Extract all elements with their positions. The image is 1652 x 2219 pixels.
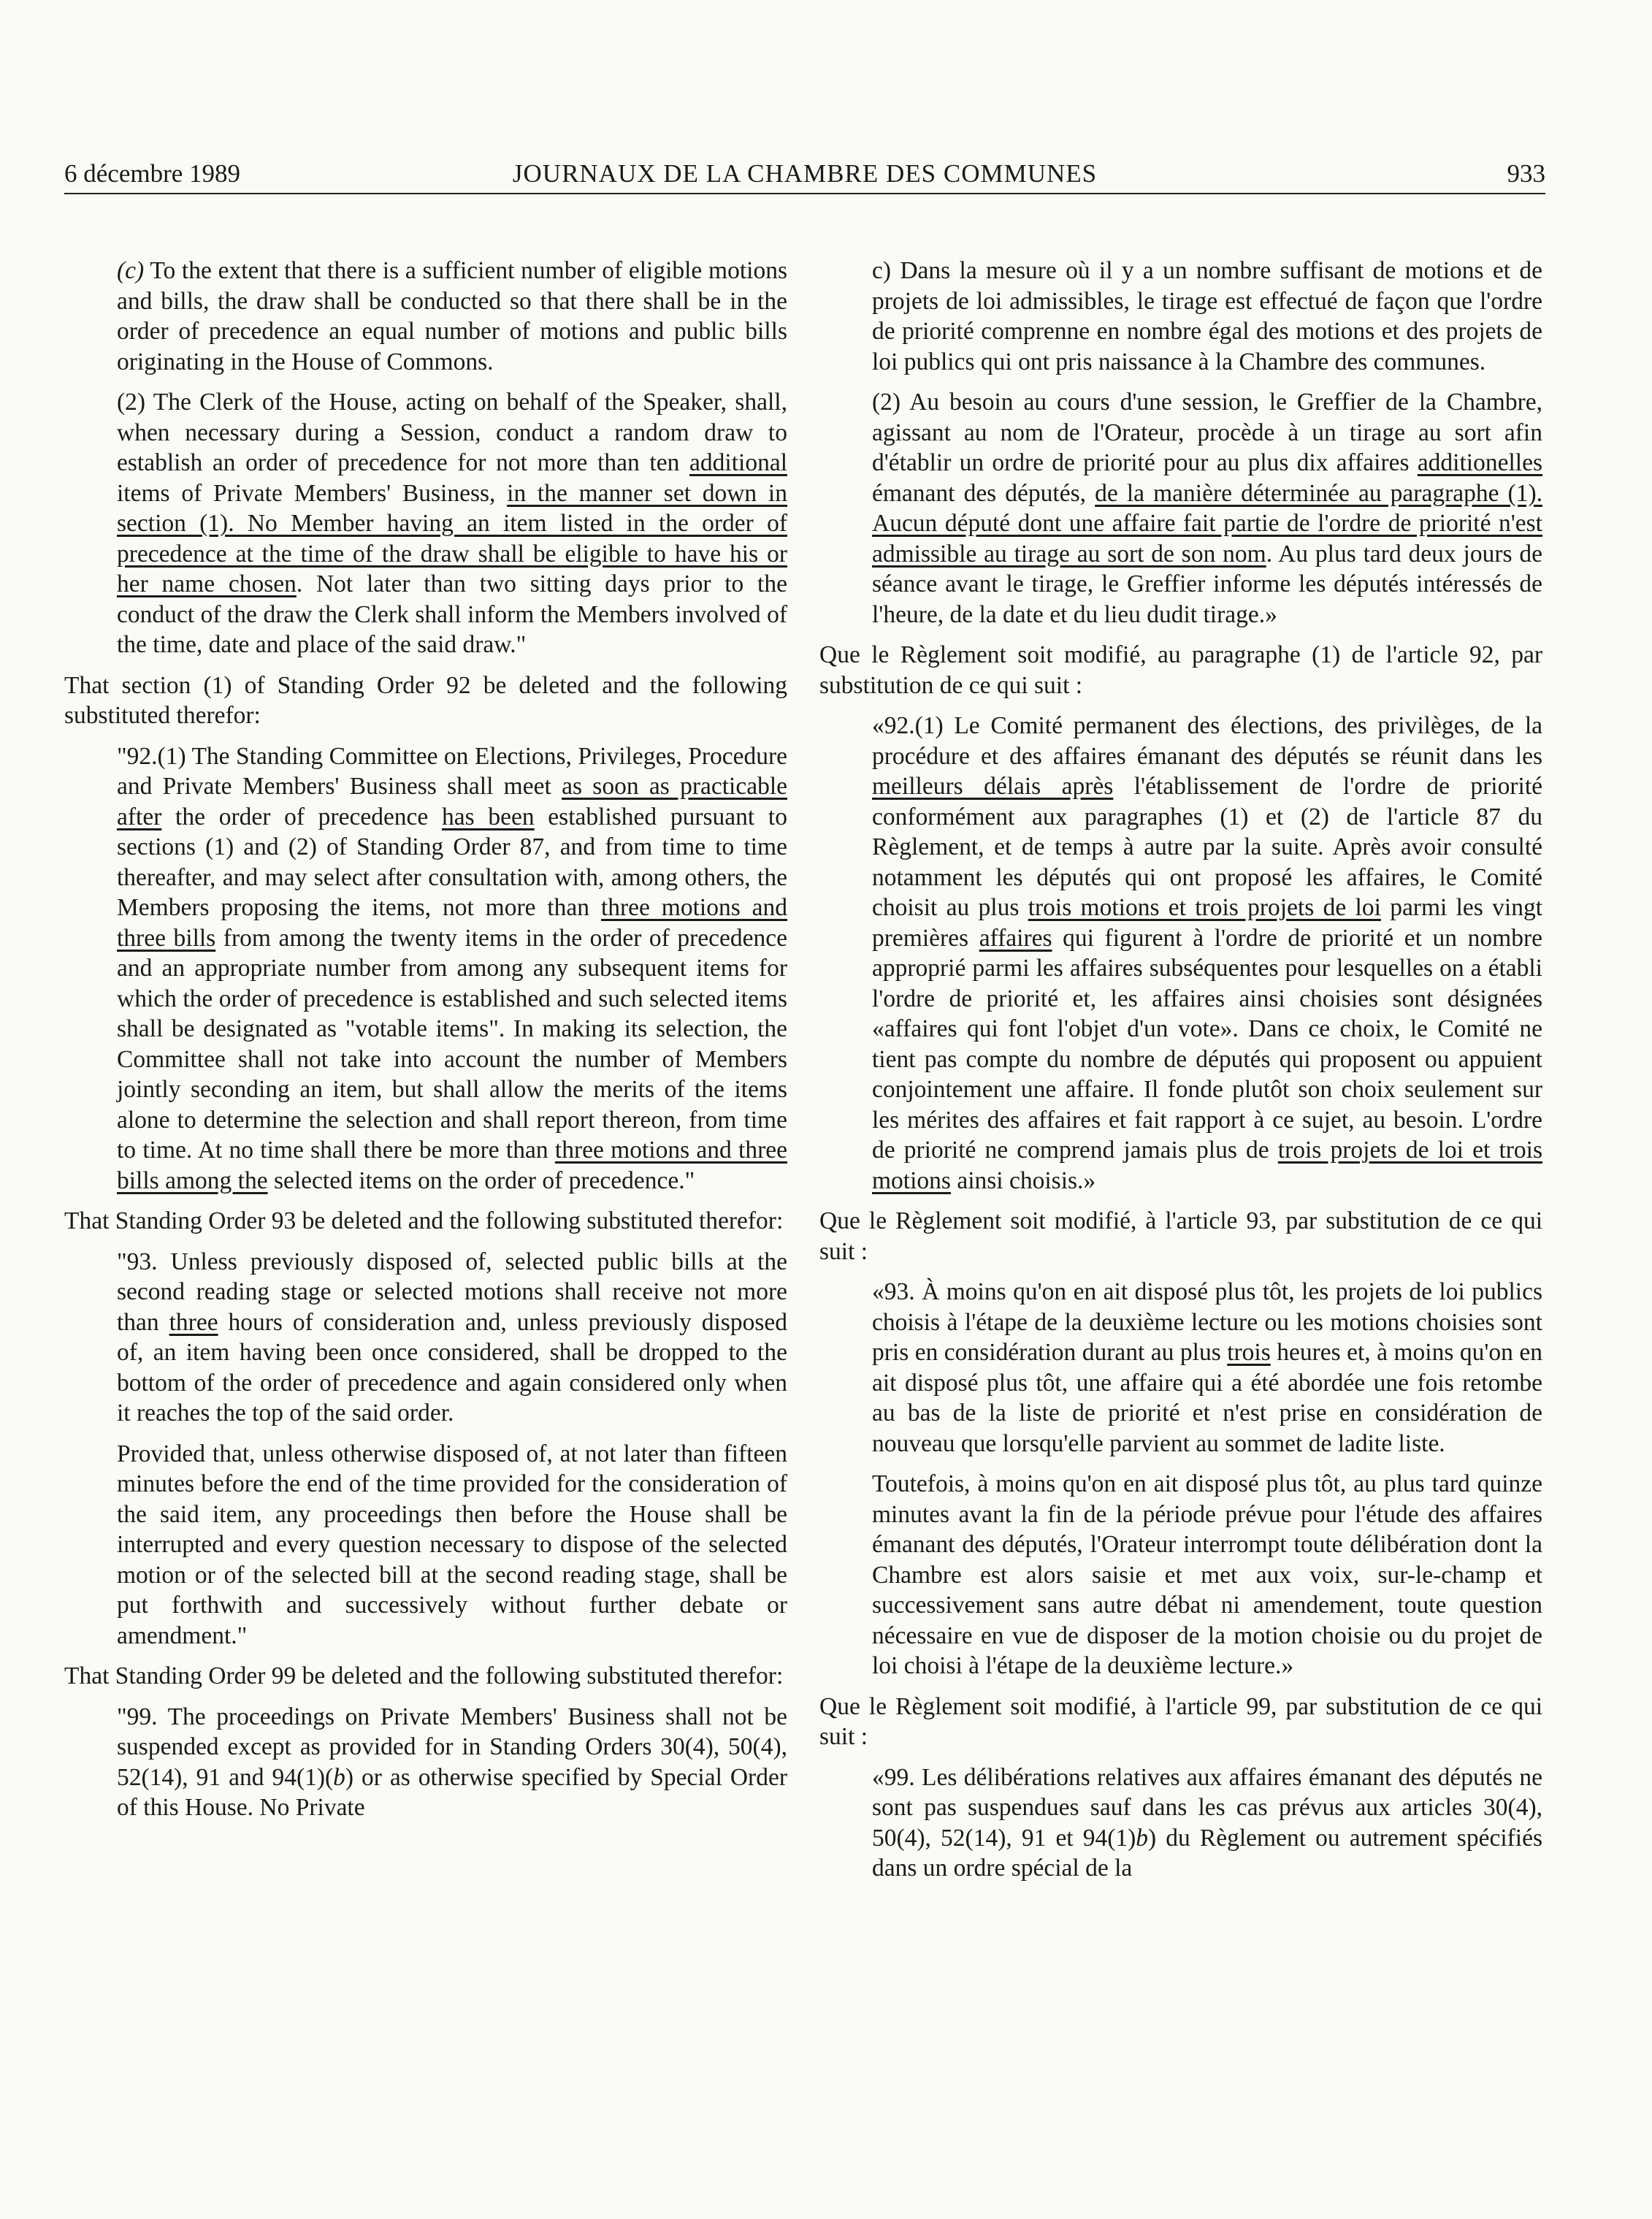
fr-motion-art92: Que le Règlement soit modifié, au paragraphe (1) de l'article 92, par substitution de ce qui suit : xyxy=(819,641,1542,699)
fr-underlined-text: meilleurs délais après xyxy=(872,773,1114,800)
en-underlined-text: additional xyxy=(689,449,787,476)
en-underlined-text: has been xyxy=(442,803,535,830)
en-underlined-text: three motions and three bills xyxy=(117,894,787,952)
fr-motion-art93: Que le Règlement soit modifié, à l'article 93, par substitution de ce qui suit : xyxy=(819,1207,1542,1265)
header-date: 6 décembre 1989 xyxy=(64,159,241,188)
fr-art92-text: «92.(1) Le Comité permanent des élections, des privilèges, de la procédure et des affaires émanant des députés se réunit dans les meilleurs délais après l'établissement de l'ordre de priorité conformément aux paragraphes (1) et (2) de l'article 87 du Règlement, et de temps à autre par la suite. Après avoir consulté notamment les députés qui ont proposé les affaires, le Comité choisit au plus trois motions et trois projets de loi parmi les vingt premières affaires qui figurent à l'ordre de priorité et un nombre approprié parmi les affaires subséquentes pour lesquelles on a établi l'ordre de priorité et, les affaires ainsi choisies sont désignées «affaires qui font l'objet d'un vote». Dans ce choix, le Comité ne tient pas compte du nombre de députés qui proposent ou appuient conjointement une affaire. Il fonde plutôt son choix seulement sur les mérites des affaires et fait rapport à ce sujet, au besoin. L'ordre de priorité ne comprend jamais plus de trois projets de loi et trois motions ainsi choisis.» xyxy=(872,712,1543,1194)
fr-underlined-text: trois projets de loi et trois motions xyxy=(872,1137,1543,1194)
english-column xyxy=(64,256,787,1833)
en-item-label: (c) xyxy=(117,257,145,284)
en-so99-text: "99. The proceedings on Private Members' Business shall not be suspended except as provided for in Standing Orders 30(4), 50(4), 52(14), 91 and 94(1)(b) or as otherwise specified by Special Order of this House. No Private xyxy=(117,1703,787,1821)
en-motion-so92: That section (1) of Standing Order 92 be deleted and the following substituted therefor: xyxy=(64,671,787,729)
en-so93-text: "93. Unless previously disposed of, selected public bills at the second reading stage or selected motions shall receive not more than three hours of consideration and, unless previously disposed of, an item having been once considered, shall be dropped to the bottom of the order of precedence and again considered only when it reaches the top of the said order. xyxy=(117,1248,787,1426)
fr-underlined-text: affaires xyxy=(979,924,1052,952)
french-column xyxy=(819,256,1542,1894)
en-paragraph-2: (2) The Clerk of the House, acting on behalf of the Speaker, shall, when necessary during a Session, conduct a random draw to establish an order of precedence for not more than ten additional items of Private Members' Business, in the manner set down in section (1). No Member having an item listed in the order of precedence at the time of the draw shall be eligible to have his or her name chosen. Not later than two sitting days prior to the conduct of the draw the Clerk shall inform the Members involved of the time, date and place of the said draw." xyxy=(117,389,787,658)
header-title: JOURNAUX DE LA CHAMBRE DES COMMUNES xyxy=(512,159,1098,188)
en-underlined-text: three motions and three bills among the xyxy=(117,1137,788,1194)
fr-art99-text: «99. Les délibérations relatives aux affaires émanant des députés ne sont pas suspendues sauf dans les cas prévus aux articles 30(4), 50(4), 52(14), 91 et 94(1)b) du Règlement ou autrement spécifiés dans un ordre spécial de la xyxy=(872,1763,1542,1882)
fr-art93-proviso: Toutefois, à moins qu'on en ait disposé plus tôt, au plus tard quinze minutes avant la fin de la période prévue pour l'étude des affaires émanant des députés, l'Orateur interrompt toute délibération dont la Chambre est alors saisie et met aux voix, sur-le-champ et successivement sans autre débat ni amendement, toute question nécessaire en vue de disposer de la motion choisie ou du projet de loi choisi à l'étape de la deuxième lecture.» xyxy=(872,1470,1542,1679)
en-underlined-text: in the manner set down in section (1). No Member having an item listed in the order of precedence at the time of the draw shall be eligible to have his or her name chosen xyxy=(117,479,787,597)
en-underlined-text: three xyxy=(169,1308,218,1336)
fr-underlined-text: de la manière déterminée au paragraphe (1). Aucun député dont une affaire fait partie de l'ordre de priorité n'est admissible au tirage au sort de son nom xyxy=(872,479,1542,568)
en-motion-so99: That Standing Order 99 be deleted and the following substituted therefor: xyxy=(64,1662,784,1689)
fr-motion-art99: Que le Règlement soit modifié, à l'article 99, par substitution de ce qui suit : xyxy=(819,1692,1542,1750)
en-motion-so93: That Standing Order 93 be deleted and the following substituted therefor: xyxy=(64,1207,784,1234)
running-header xyxy=(64,156,1545,194)
fr-paragraph-c: c) Dans la mesure où il y a un nombre suffisant de motions et de projets de loi admissibles, le tirage est effectué de façon que l'ordre de priorité comprenne en nombre égal des motions et des projets de loi publics qui ont pris naissance à la Chambre des communes. xyxy=(872,257,1542,375)
fr-paragraph-2: (2) Au besoin au cours d'une session, le Greffier de la Chambre, agissant au nom de l'Orateur, procède à un tirage au sort afin d'établir un ordre de priorité pour au plus dix affaires additionelles émanant des députés, de la manière déterminée au paragraphe (1). Aucun député dont une affaire fait partie de l'ordre de priorité n'est admissible au tirage au sort de son nom. Au plus tard deux jours de séance avant le tirage, le Greffier informe les députés intéressés de l'heure, de la date et du lieu dudit tirage.» xyxy=(872,389,1542,628)
en-so93-proviso: Provided that, unless otherwise disposed of, at not later than fifteen minutes before the end of the time provided for the consideration of the said item, any proceedings then before the House shall be interrupted and every question necessary to dispose of the selected motion or of the selected bill at the second reading stage, shall be put forthwith and successively without further debate or amendment." xyxy=(117,1440,787,1649)
fr-underlined-text: trois motions et trois projets de loi xyxy=(1028,894,1381,921)
page-number: 933 xyxy=(1507,159,1545,188)
fr-art93-text: «93. À moins qu'on en ait disposé plus tôt, les projets de loi publics choisis à l'étape de la deuxième lecture ou les motions choisies sont pris en considération durant au plus trois heures et, à moins qu'on en ait disposé plus tôt, une affaire qui a été abordée une fois retombe au bas de la liste de priorité et n'est prise en considération de nouveau que lorsqu'elle parvient au sommet de ladite liste. xyxy=(872,1278,1542,1457)
fr-underlined-text: trois xyxy=(1227,1339,1271,1366)
fr-underlined-text: additionelles xyxy=(1417,449,1542,476)
en-underlined-text: as soon as practicable after xyxy=(117,773,787,830)
en-paragraph-c: (c) To the extent that there is a sufficient number of eligible motions and bills, the draw shall be conducted so that there shall be in the order of precedence an equal number of motions and public bills originating in the House of Commons. xyxy=(117,257,787,375)
en-so92-text: "92.(1) The Standing Committee on Elections, Privileges, Procedure and Private Members' Business shall meet as soon as practicable after the order of precedence has been established pursuant to sections (1) and (2) of Standing Order 87, and from time to time thereafter, and may select after consultation with, among others, the Members proposing the items, not more than three motions and three bills from among the twenty items in the order of precedence and an appropriate number from among any subsequent items for which the order of precedence is established and such selected items shall be designated as "votable items". In making its selection, the Committee shall not take into account the number of Members jointly seconding an item, but shall allow the merits of the items alone to determine the selection and shall report thereon, from time to time. At no time shall there be more than three motions and three bills among the selected items on the order of precedence." xyxy=(117,742,788,1194)
